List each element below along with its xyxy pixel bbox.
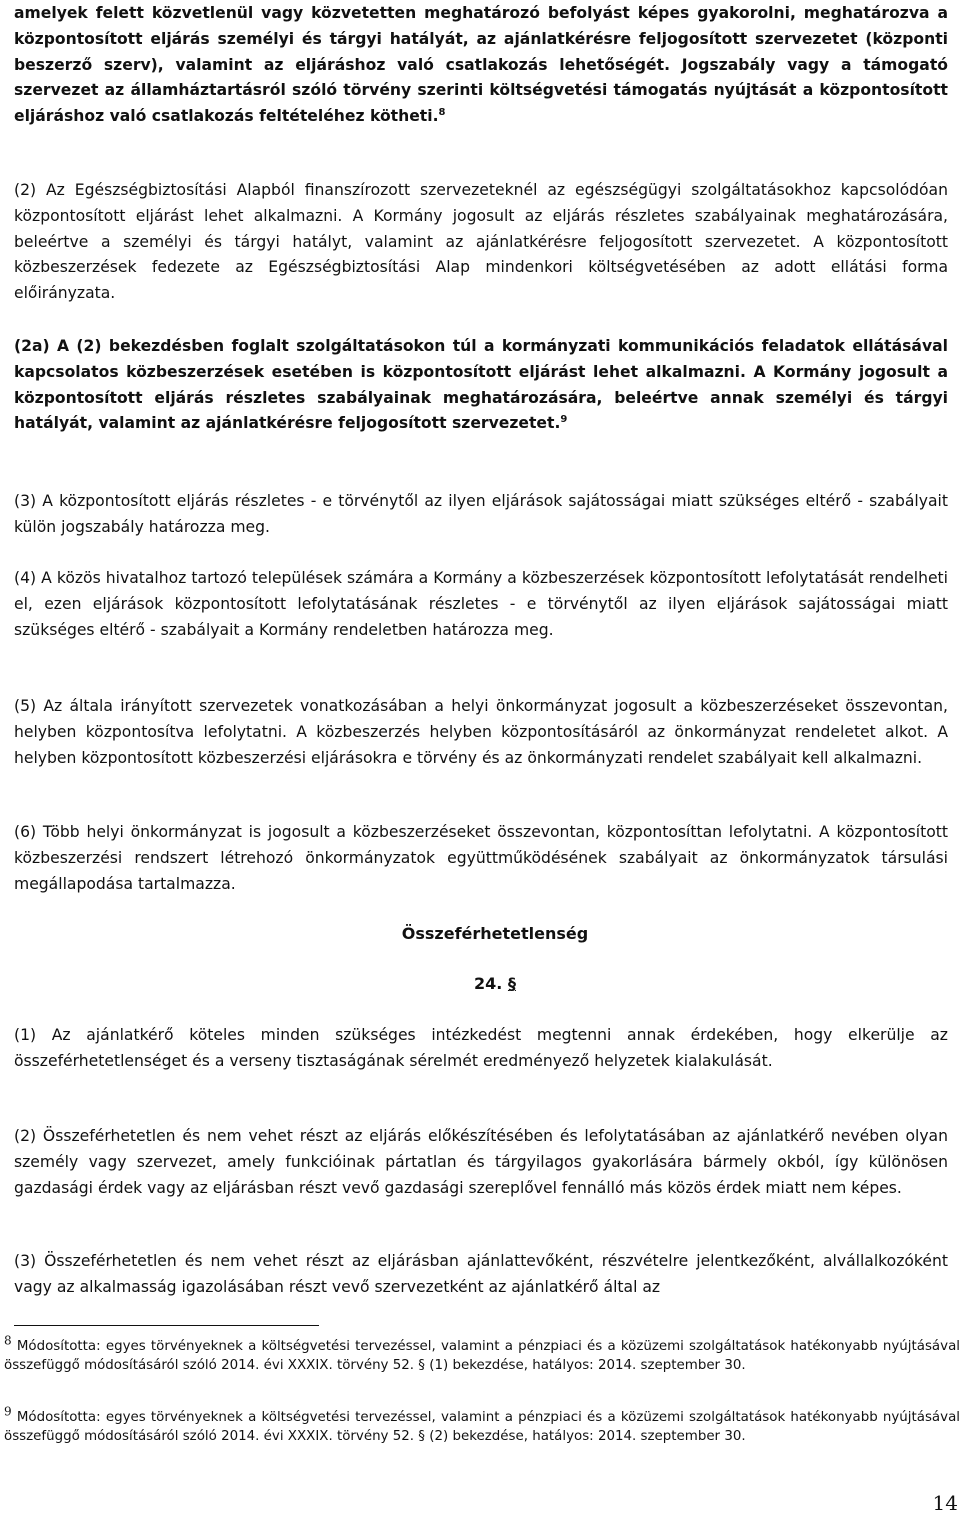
section-number-text: 24. xyxy=(474,974,503,993)
footnote-reference-9[interactable]: 9 xyxy=(560,414,568,426)
footnote-8 xyxy=(4,1333,960,1375)
section-number xyxy=(14,974,960,993)
paragraph-text: amelyek felett közvetlenül vagy közvetetten meghatározó befolyást képes gyakorolni, meghatározva a központosított eljárás személyi és tárgyi hatályát, az ajánlatkérésre feljogosított szervezetet (központi beszerző szerv), valamint az eljáráshoz való csatlakozás lehetőségét. Jogszabály vagy a támogató szervezet az államháztartásról szóló törvény szerinti költségvetési támogatás nyújtását a központosított eljáráshoz való csatlakozás feltételéhez kötheti. xyxy=(14,4,948,126)
footnote-9 xyxy=(4,1404,960,1446)
page-number: 14 xyxy=(932,1491,958,1515)
paragraph-24-1: (1) Az ajánlatkérő köteles minden szükséges intézkedést megtenni annak érdekében, hogy elkerülje az összeférhetetlenséget és a verseny tisztaságának sérelmét eredményező helyzetek kialakulását. xyxy=(14,1026,948,1070)
footnote-text: Módosította: egyes törvényeknek a költségvetési tervezéssel, valamint a pénzpiaci és a közüzemi szolgáltatások hatékonyabb nyújtásával összefüggő módosításáról szóló 2014. évi XXXIX. törvény 52. § (1) bekezdése, hatályos: 2014. szeptember 30. xyxy=(4,1339,960,1373)
footnote-separator xyxy=(14,1325,319,1326)
footnote-reference-8[interactable]: 8 xyxy=(438,107,446,118)
paragraph-6: (6) Több helyi önkormányzat is jogosult a közbeszerzéseket összevontan, központosíttan lefolytatni. A központosított közbeszerzési rendszert létrehozó önkormányzatok együttműködésének szabályait az önkormányzatok társulási megállapodása tartalmazza. xyxy=(14,823,948,893)
paragraph-24-2: (2) Összeférhetetlen és nem vehet részt az eljárás előkészítésében és lefolytatásában az ajánlatkérő nevében olyan személy vagy szervezet, amely funkcióinak pártatlan és tárgyilagos gyakorlására bármely okból, így különösen gazdasági érdek vagy az eljárásban részt vevő gazdasági szereplővel fennálló más közös érdek miatt nem képes. xyxy=(14,1127,948,1197)
paragraph-2a xyxy=(14,334,948,437)
footnote-mark: 9 xyxy=(4,1404,12,1419)
section-sign: § xyxy=(507,974,516,993)
footnote-mark: 8 xyxy=(4,1333,12,1348)
paragraph-24-3: (3) Összeférhetetlen és nem vehet részt az eljárásban ajánlattevőként, részvételre jelentkezőként, alvállalkozóként vagy az alkalmasság igazolásában részt vevő szervezetként az ajánlatkérő által az xyxy=(14,1252,948,1296)
paragraph-2: (2) Az Egészségbiztosítási Alapból finanszírozott szervezeteknél az egészségügyi szolgáltatásokhoz kapcsolódóan központosított eljárást lehet alkalmazni. A Kormány jogosult az eljárás részletes szabályainak meghatározására, beleértve a személyi és tárgyi hatályt, valamint az ajánlatkérésre feljogosított szervezetet. A központosított közbeszerzések fedezete az Egészségbiztosítási Alap mindenkori költségvetésében az adott ellátási forma előirányzata. xyxy=(14,181,948,303)
section-title: Összeférhetetlenség xyxy=(401,924,589,943)
paragraph-3: (3) A központosított eljárás részletes - e törvénytől az ilyen eljárások sajátosságai miatt szükséges eltérő - szabályait külön jogszabály határozza meg. xyxy=(14,492,948,536)
paragraph-4: (4) A közös hivatalhoz tartozó települések számára a Kormány a közbeszerzések központosított lefolytatását rendelheti el, ezen eljárások központosított lefolytatásának részletes - e törvénytől az ilyen eljárások sajátosságai miatt szükséges eltérő - szabályait a Kormány rendeletben határozza meg. xyxy=(14,569,948,639)
paragraph-text: (2a) A (2) bekezdésben foglalt szolgáltatásokon túl a kormányzati kommunikációs feladatok ellátásával kapcsolatos közbeszerzések esetében is központosított eljárást lehet alkalmazni. A Kormány jogosult a központosított eljárás részletes szabályainak meghatározására, beleértve annak személyi és tárgyi hatályát, valamint az ajánlatkérésre feljogosított szervezetet. xyxy=(14,337,948,433)
footnote-text: Módosította: egyes törvényeknek a költségvetési tervezéssel, valamint a pénzpiaci és a közüzemi szolgáltatások hatékonyabb nyújtásával összefüggő módosításáról szóló 2014. évi XXXIX. törvény 52. § (2) bekezdése, hatályos: 2014. szeptember 30. xyxy=(4,1410,960,1444)
paragraph-continuation xyxy=(14,1,948,130)
paragraph-5: (5) Az általa irányított szervezetek vonatkozásában a helyi önkormányzat jogosult a közbeszerzéseket összevontan, helyben központosítva lefolytatni. A közbeszerzés helyben központosításáról az önkormányzat rendeletet alkot. A helyben központosított közbeszerzési eljárásokra e törvény és az önkormányzati rendelet szabályait kell alkalmazni. xyxy=(14,697,948,767)
